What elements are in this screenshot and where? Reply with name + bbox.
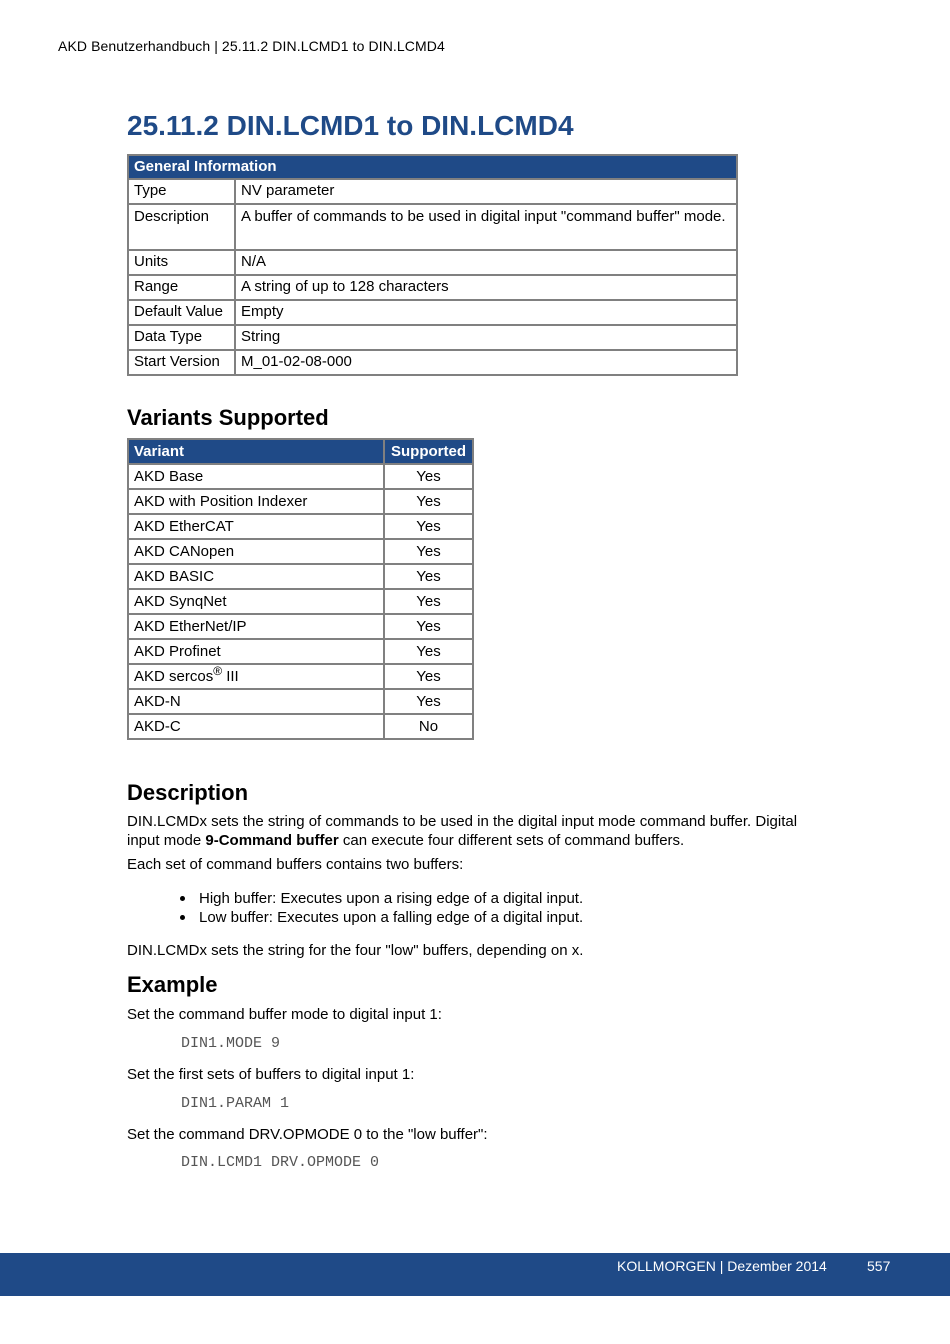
variant-name-text: AKD sercos bbox=[134, 668, 214, 685]
running-header: AKD Benutzerhandbuch | 25.11.2 DIN.LCMD1 to DIN.LCMD4 bbox=[58, 38, 445, 54]
info-key-data-type: Data Type bbox=[128, 325, 235, 350]
page-title: 25.11.2 DIN.LCMD1 to DIN.LCMD4 bbox=[127, 110, 574, 141]
bullet-icon bbox=[180, 915, 185, 920]
list-item bbox=[180, 889, 583, 908]
variants-col-variant: Variant bbox=[128, 439, 384, 464]
description-text-end: can execute four different sets of command buffers. bbox=[338, 832, 685, 849]
table-row bbox=[128, 639, 473, 664]
info-value-start-version: M_01-02-08-000 bbox=[235, 350, 737, 375]
variant-name: AKD EtherCAT bbox=[128, 514, 384, 539]
table-row bbox=[128, 564, 473, 589]
table-row bbox=[128, 539, 473, 564]
variant-name: AKD CANopen bbox=[128, 539, 384, 564]
variants-heading: Variants Supported bbox=[127, 405, 329, 430]
example-code: DIN1.PARAM 1 bbox=[181, 1095, 290, 1112]
general-information-table bbox=[127, 154, 738, 376]
info-value-default-value: Empty bbox=[235, 300, 737, 325]
variant-name: AKD with Position Indexer bbox=[128, 489, 384, 514]
info-key-start-version: Start Version bbox=[128, 350, 235, 375]
table-row bbox=[128, 714, 473, 739]
variant-supported: Yes bbox=[384, 539, 473, 564]
variant-supported: Yes bbox=[384, 489, 473, 514]
example-code: DIN1.MODE 9 bbox=[181, 1035, 281, 1052]
variant-supported: Yes bbox=[384, 514, 473, 539]
table-row bbox=[128, 589, 473, 614]
variant-supported: Yes bbox=[384, 664, 473, 689]
example-step-text: Set the command DRV.OPMODE 0 to the "low buffer": bbox=[127, 1126, 488, 1143]
description-heading: Description bbox=[127, 780, 249, 805]
bullet-icon bbox=[180, 896, 185, 901]
description-paragraph-2: Each set of command buffers contains two buffers: bbox=[127, 856, 464, 873]
description-paragraph-1 bbox=[127, 812, 827, 850]
variant-name: AKD BASIC bbox=[128, 564, 384, 589]
variant-supported: Yes bbox=[384, 689, 473, 714]
variant-name: AKD Base bbox=[128, 464, 384, 489]
variant-supported: Yes bbox=[384, 589, 473, 614]
variant-name: AKD-N bbox=[128, 689, 384, 714]
variant-supported: Yes bbox=[384, 464, 473, 489]
example-step-text: Set the command buffer mode to digital input 1: bbox=[127, 1006, 442, 1023]
info-value-data-type: String bbox=[235, 325, 737, 350]
variants-table bbox=[127, 438, 474, 740]
table-row bbox=[128, 664, 473, 689]
footer-bar bbox=[0, 1253, 950, 1296]
example-heading: Example bbox=[127, 972, 218, 997]
table-row bbox=[128, 489, 473, 514]
info-value-units: N/A bbox=[235, 250, 737, 275]
variants-col-supported: Supported bbox=[384, 439, 473, 464]
footer-text: KOLLMORGEN | Dezember 2014 bbox=[617, 1258, 827, 1274]
variant-name bbox=[128, 664, 384, 689]
buffer-list bbox=[180, 889, 583, 927]
example-code: DIN.LCMD1 DRV.OPMODE 0 bbox=[181, 1154, 380, 1171]
variant-name: AKD Profinet bbox=[128, 639, 384, 664]
description-text: DIN.LCMDx sets the string of commands to be used in the digital input mode command buffer. Digital input mode bbox=[127, 813, 798, 849]
page-number: 557 bbox=[867, 1258, 891, 1274]
example-step-text: Set the first sets of buffers to digital input 1: bbox=[127, 1066, 415, 1083]
list-item bbox=[180, 908, 583, 927]
variant-supported: Yes bbox=[384, 639, 473, 664]
general-information-heading: General Information bbox=[128, 155, 737, 179]
variant-name: AKD-C bbox=[128, 714, 384, 739]
table-row bbox=[128, 689, 473, 714]
variant-supported: No bbox=[384, 714, 473, 739]
variant-name-suffix: III bbox=[222, 668, 239, 685]
registered-mark: ® bbox=[213, 664, 223, 678]
info-key-type: Type bbox=[128, 179, 235, 204]
list-item-text: High buffer: Executes upon a rising edge of a digital input. bbox=[199, 890, 584, 907]
info-key-units: Units bbox=[128, 250, 235, 275]
info-value-range: A string of up to 128 characters bbox=[235, 275, 737, 300]
description-paragraph-3: DIN.LCMDx sets the string for the four "low" buffers, depending on x. bbox=[127, 942, 584, 959]
table-row bbox=[128, 514, 473, 539]
info-key-description: Description bbox=[128, 204, 235, 250]
info-key-range: Range bbox=[128, 275, 235, 300]
info-value-type: NV parameter bbox=[235, 179, 737, 204]
info-key-default-value: Default Value bbox=[128, 300, 235, 325]
description-mode-name: 9-Command buffer bbox=[205, 832, 339, 849]
variant-supported: Yes bbox=[384, 564, 473, 589]
info-value-description: A buffer of commands to be used in digital input "command buffer" mode. bbox=[235, 204, 737, 250]
variant-supported: Yes bbox=[384, 614, 473, 639]
variant-name: AKD EtherNet/IP bbox=[128, 614, 384, 639]
table-row bbox=[128, 614, 473, 639]
variant-name: AKD SynqNet bbox=[128, 589, 384, 614]
list-item-text: Low buffer: Executes upon a falling edge of a digital input. bbox=[199, 909, 584, 926]
table-row bbox=[128, 464, 473, 489]
